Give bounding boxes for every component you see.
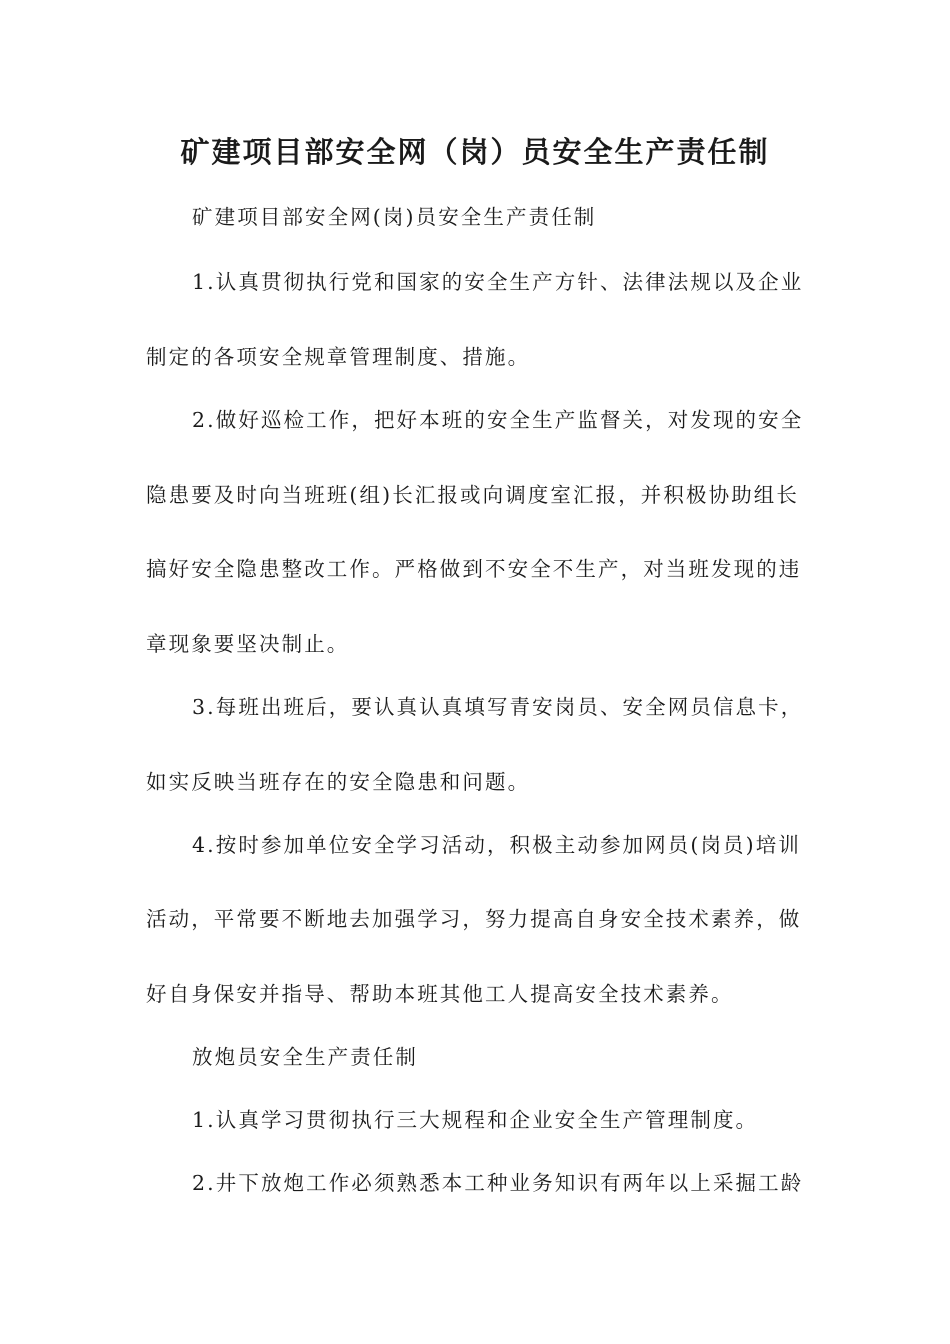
paragraph-line: 隐患要及时向当班班(组)长汇报或向调度室汇报，并积极协助组长 <box>146 483 799 507</box>
paragraph-line: 2.井下放炮工作必须熟悉本工种业务知识有两年以上采掘工龄 <box>192 1171 804 1195</box>
paragraph-line: 3.每班出班后，要认真认真填写青安岗员、安全网员信息卡， <box>192 695 804 719</box>
section-heading: 放炮员安全生产责任制 <box>192 1045 418 1069</box>
paragraph-line: 2.做好巡检工作，把好本班的安全生产监督关，对发现的安全 <box>192 408 804 432</box>
paragraph-line: 制定的各项安全规章管理制度、措施。 <box>146 345 531 369</box>
section-heading: 矿建项目部安全网(岗)员安全生产责任制 <box>192 205 597 229</box>
paragraph-line: 如实反映当班存在的安全隐患和问题。 <box>146 770 531 794</box>
paragraph-line: 好自身保安并指导、帮助本班其他工人提高安全技术素养。 <box>146 982 734 1006</box>
paragraph-line: 4.按时参加单位安全学习活动，积极主动参加网员(岗员)培训 <box>192 833 801 857</box>
paragraph-line: 1.认真贯彻执行党和国家的安全生产方针、法律法规以及企业 <box>192 270 804 294</box>
paragraph-line: 章现象要坚决制止。 <box>146 632 350 656</box>
document-title: 矿建项目部安全网（岗）员安全生产责任制 <box>180 135 770 169</box>
paragraph-line: 搞好安全隐患整改工作。严格做到不安全不生产，对当班发现的违 <box>146 557 802 581</box>
paragraph-line: 活动，平常要不断地去加强学习，努力提高自身安全技术素养，做 <box>146 907 802 931</box>
paragraph-line: 1.认真学习贯彻执行三大规程和企业安全生产管理制度。 <box>192 1108 759 1132</box>
